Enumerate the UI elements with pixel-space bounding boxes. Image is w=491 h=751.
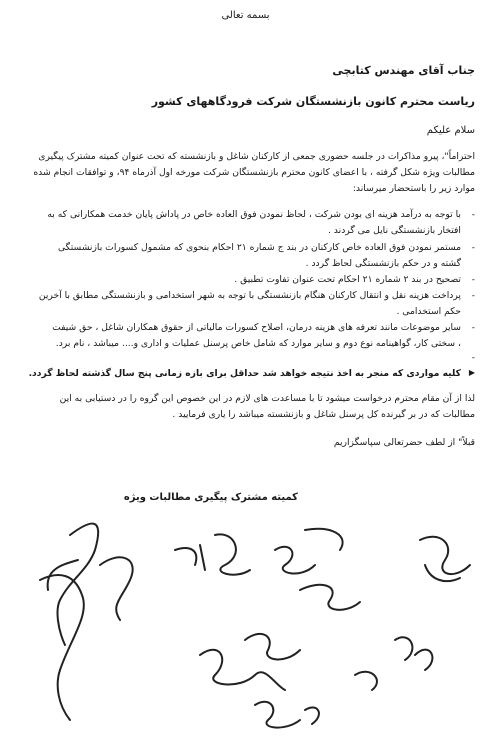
signature-10 (420, 537, 470, 581)
basmala: بسمه تعالی (221, 10, 270, 21)
signature-8 (200, 650, 285, 690)
greeting: سلام علیکم (426, 125, 475, 136)
signature-3 (175, 545, 205, 570)
item-line: پرداخت هزینه نقل و انتقال کارکنان هنگام بازنشستگی با توجه به شهر استخدامی و بازنشستگی مطابق با آخرین (38, 290, 461, 301)
signatures-graphic (0, 510, 491, 751)
empty-bullet: - (471, 353, 475, 363)
signature-11 (395, 637, 432, 670)
recipient: جناب آقای مهندس کتابچی (332, 64, 475, 77)
bullet: - (471, 323, 475, 333)
letter-title: ریاست محترم کانون بازنشستگان شرکت فرودگاههای کشور (151, 95, 475, 108)
signature-9 (255, 702, 319, 728)
signature-2b (100, 557, 133, 620)
signature-4 (215, 534, 250, 574)
item-line: تصحیح در بند ۲ شماره ۲۱ احکام تحت عنوان تفاوت تطبیق . (234, 274, 461, 285)
intro-line: موارد زیر را باستحضار میرساند: (352, 183, 475, 194)
item-line: سایر موضوعات مانند تعرفه های هزینه درمان، اصلاح کسورات مالیاتی از حقوق همکاران شاغل ، حق شیفت (52, 322, 461, 333)
note-marker-icon: ▶ (468, 368, 475, 377)
signature-5 (275, 547, 315, 574)
closing: قبلاً" از لطف حضرتعالی سپاسگزاریم (333, 437, 475, 448)
committee-title: کمیته مشترک پیگیری مطالبات ویژه (123, 492, 298, 503)
item-line: گشته و در حکم بازنشستگی لحاظ گردد . (305, 258, 461, 269)
intro-line: مطالبات ویژه شکل گرفته ، با اعضای کانون محترم بازنشستگان شرکت مورخه اول آذرماه ۹۴، و توافقات انجام شده (33, 167, 475, 178)
bullet: - (471, 210, 475, 220)
signature-12 (355, 672, 377, 690)
signature-7 (245, 634, 300, 660)
item-line: حکم استخدامی . (396, 306, 461, 317)
item-line: افتخار بازنشستگی نایل می گردند . (327, 225, 461, 236)
note: کلیه مواردی که منجر به اخذ نتیجه خواهد شد حداقل برای بازه زمانی پنج سال گذشته لحاظ گردد. (28, 368, 461, 379)
request-line: مطالبات که در بر گیرنده کل پرسنل شاغل و بازنشسته میباشد را یاری فرمایید . (172, 409, 475, 420)
item-line: مستمر نمودن فوق العاده خاص کارکنان در بند ج شماره ۲۱ احکام بنحوی که مشمول کسورات بازنشستگی (58, 242, 461, 253)
request-line: لذا از آن مقام محترم درخواست میشود تا با مساعدت های لازم در این خصوص این گروه را در دستیابی به این (59, 393, 475, 404)
item-line: با توجه به درآمد هزینه ای بودن شرکت ، لحاظ نمودن فوق العاده خاص در پاداش پایان خدمت همکارانی که به (47, 209, 461, 220)
bullet: - (471, 291, 475, 301)
item-line: ، سختی کار، گواهینامه نوع دوم و سایر موارد که شامل خاص پرسنل عملیات و اداری و.... میباشد ، نام برد. (55, 338, 461, 349)
bullet: - (471, 275, 475, 285)
bullet: - (471, 243, 475, 253)
intro-line: احتراماً"، پیرو مذاکرات در جلسه حضوری جمعی از کارکنان شاغل و بازنشسته که تحت عنوان کمیته مشترک پیگیری (38, 151, 475, 162)
